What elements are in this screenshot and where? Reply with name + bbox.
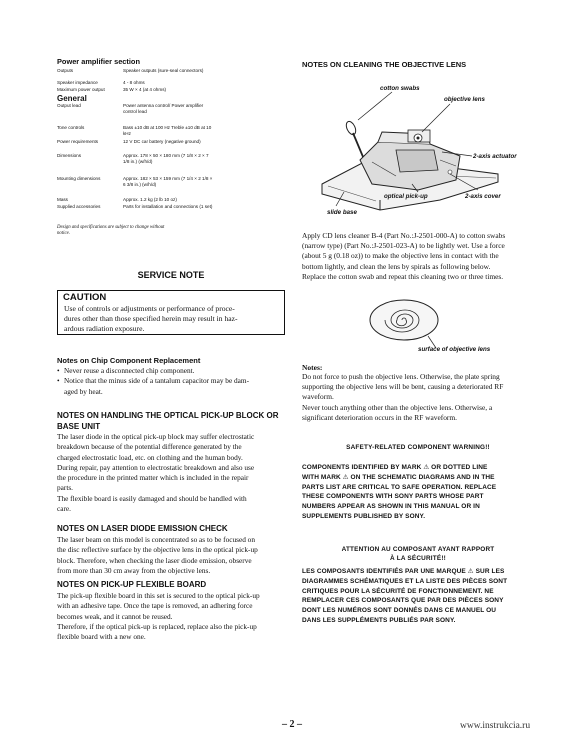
text-line: becomes weak, and it cannot be reused. [57,611,173,621]
text-line: THESE COMPONENTS WITH SONY PARTS WHOSE PART [302,493,484,501]
spec-value: Speaker outputs (sure-seal connectors) [123,68,204,73]
service-note-title: SERVICE NOTE [137,270,205,280]
text-line: The flexible board is easily damaged and should be handled with [57,493,247,503]
cleaning-text [302,231,534,282]
spec-value: 35 W × 4 (at 4 ohms) [123,87,167,92]
spec-key: Dimensions [57,153,81,158]
text-line: the disc reflective surface by the objective lens in the optical pick-up [57,545,258,555]
text-line: flexible board with a new one. [57,632,146,642]
heading-line: À LA SÉCURITÉ!! [389,555,447,562]
text-line: charged electrostatic load, etc. on clothing and the human body. [57,452,243,462]
text-line: bottom lightly, and clean the lens by spirals as following below. [302,261,491,271]
spec-row [57,125,227,139]
spec-value: 4 - 8 ohms [123,80,145,85]
caution-text [64,304,280,335]
text-line: SUPPLEMENTS PUBLISHED BY SONY. [302,512,426,520]
spec-row [57,103,227,125]
text-line: The laser diode in the optical pick-up block may suffer electrostatic [57,432,255,441]
spec-value: 12 V DC car battery (negative ground) [123,139,201,144]
spec-key: Mass [57,197,68,202]
page-number: – 2 – [282,719,302,730]
text-line: supporting the objective lens will be bent, causing a deteriorated RF [302,382,504,392]
caution-line: ardous radiation exposure. [64,324,145,334]
pickup-body-drawing [360,130,460,190]
notes-heading: Notes: [302,363,323,372]
spec-row [57,87,227,94]
spec-row [57,176,227,196]
spec-key: Speaker impedance [57,80,98,85]
spec-key: Tone controls [57,125,85,130]
text-line: parts. [57,483,74,493]
spec-value: Approx. 178 × 50 × 180 mm (7 1/8 × 2 × 7 1/8 in.) (w/h/d) [123,153,209,164]
text-line: NUMBERS APPEAR AS SHOWN IN THIS MANUAL OR IN [302,503,480,511]
text-line: care. [57,504,71,514]
two-axis-actuator-label: 2-axis actuator [473,153,517,160]
spec-row [57,197,227,204]
text-line: PARTS LIST ARE CRITICAL TO SAFE OPERATION. REPLACE [302,483,497,491]
text-line: DONT LES NUMÉROS SONT DONNÉS DANS CE MANUEL OU [302,607,497,615]
text-line: the procedure in the printed matter which is included in the repair [57,473,249,483]
heading-line: NOTES ON HANDLING THE OPTICAL PICK-UP BLOCK OR [57,411,279,420]
spec-row [57,68,227,80]
text-line: WITH MARK ⚠ ON THE SCHEMATIC DIAGRAMS AND IN THE [302,473,495,481]
heading-line: ATTENTION AU COMPOSANT AYANT RAPPORT [341,546,495,553]
caution-box [57,290,285,335]
list-item-continuation: aged by heat. [64,386,103,396]
cotton-swabs-label: cotton swabs [380,85,420,92]
text-line: Replace the cotton swab and repeat this cleaning two or three times. [302,271,504,281]
text-line: During repair, pay attention to electrostatic breakdown and also use [57,462,255,472]
two-axis-cover-label: 2-axis cover [465,193,501,200]
list-item: • Never reuse a disconnected chip component. [57,366,289,376]
text-line: DIAGRAMMES SCHÉMATIQUES ET LA LISTE DES PIÈCES SONT [302,577,508,585]
text-line: significant deterioration occurs in the RF waveform. [302,412,457,422]
spec-value: Bass ±10 dB at 100 Hz Treble ±10 dB at 10 kHz [123,125,212,136]
spec-row [57,139,227,153]
spec-key: Outputs [57,68,74,73]
spec-row [57,80,227,87]
optical-block-heading [57,411,289,432]
cleaning-heading: NOTES ON CLEANING THE OBJECTIVE LENS [302,60,467,69]
flexible-board-text [57,591,289,642]
spec-key: Mounting dimensions [57,176,101,181]
text-line: The pick-up flexible board in this set is secured to the optical pick-up [57,591,260,600]
optical-pickup-label: optical pick-up [384,193,428,200]
heading-line: BASE UNIT [57,421,101,431]
text-line: LES COMPOSANTS IDENTIFIÉS PAR UNE MARQUE ⚠ SUR LES [302,568,505,575]
text-line: Apply CD lens cleaner B-4 (Part No.:J-2501-000-A) to cotton swabs [302,231,506,240]
watermark: www.instrukcia.ru [460,721,531,731]
spec-row [57,153,227,175]
chip-component-list [57,366,289,397]
text-line: REMPLACER CES COMPOSANTS QUE PAR DES PIÈCES SONY [302,597,504,605]
objective-lens-label: objective lens [444,96,485,103]
spec-value: Parts for installation and connections (1 set) [123,204,213,209]
list-item: • Notice that the minus side of a tantalum capacitor may be dam- [57,376,289,386]
text-line: with an adhesive tape. Once the tape is removed, an adhering force [57,601,253,611]
spec-key: Output lead [57,103,81,108]
text-line: (narrow type) (Part No.:J-2501-023-A) to be lightly wet. Use a force [302,241,505,251]
spec-value: Approx. 182 × 53 × 159 mm (7 1/4 × 2 1/8 × 6 3/8 in.) (w/h/d) [123,176,213,187]
text-line: CRITIQUES POUR LA SÉCURITÉ DE FONCTIONNEMENT. NE [302,587,494,595]
spec-key: Power requirements [57,139,99,144]
leader-line [358,92,392,120]
text-line: from more than 30 cm away from the objective lens. [57,565,211,575]
text-line: Never touch anything other than the objective lens. Otherwise, a [302,402,493,412]
notes-text [302,372,534,423]
laser-diode-text [57,535,289,576]
chip-component-heading: Notes on Chip Component Replacement [57,356,201,365]
spec-row [57,204,227,216]
flexible-board-heading: NOTES ON PICK-UP FLEXIBLE BOARD [57,580,207,589]
attention-text [302,567,538,626]
caution-title: CAUTION [63,292,107,303]
text-line: waveform. [302,392,334,402]
text-line: COMPONENTS IDENTIFIED BY MARK ⚠ OR DOTTED LINE [302,464,488,471]
spec-value: Approx. 1.2 kg (2 lb 10 oz) [123,197,177,202]
text-line: Do not force to push the objective lens. Otherwise, the plate spring [302,372,500,381]
leader-line [422,104,450,132]
power-amp-heading: Power amplifier section [57,57,140,66]
laser-diode-heading: NOTES ON LASER DIODE EMISSION CHECK [57,524,228,533]
caution-line: Use of controls or adjustments or performance of proce- [64,304,235,313]
safety-heading: SAFETY-RELATED COMPONENT WARNING!! [346,444,490,451]
attention-heading [302,545,534,563]
spec-key: Supplied accessories [57,204,101,209]
text-line: Therefore, if the optical pick-up is replaced, replace also the pick-up [57,621,257,631]
text-line: (about 5 g (0.18 oz)) to make the objective lens in contact with the [302,251,499,261]
optical-block-text [57,432,289,514]
caution-line: dures other than those specified herein may result in haz- [64,314,238,324]
safety-text [302,463,538,522]
text-line: block. Therefore, when checking the laser diode emission, observe [57,555,252,565]
design-note: Design and specifications are subject to change without notice. [57,225,165,236]
spec-value: Power antenna control/ Power amplifier control lead [123,103,204,114]
text-line: The laser beam on this model is concentrated so as to be focused on [57,535,255,544]
text-line: DANS LES SUPPLÉMENTS PUBLIÉS PAR SONY. [302,616,456,624]
surface-of-objective-lens-label: surface of objective lens [418,346,491,353]
text-line: breakdown because of the potential difference generated by the [57,442,242,452]
spec-key: Maximum power output [57,87,105,92]
general-heading: General [57,94,87,103]
slide-base-label: slide base [327,209,357,216]
